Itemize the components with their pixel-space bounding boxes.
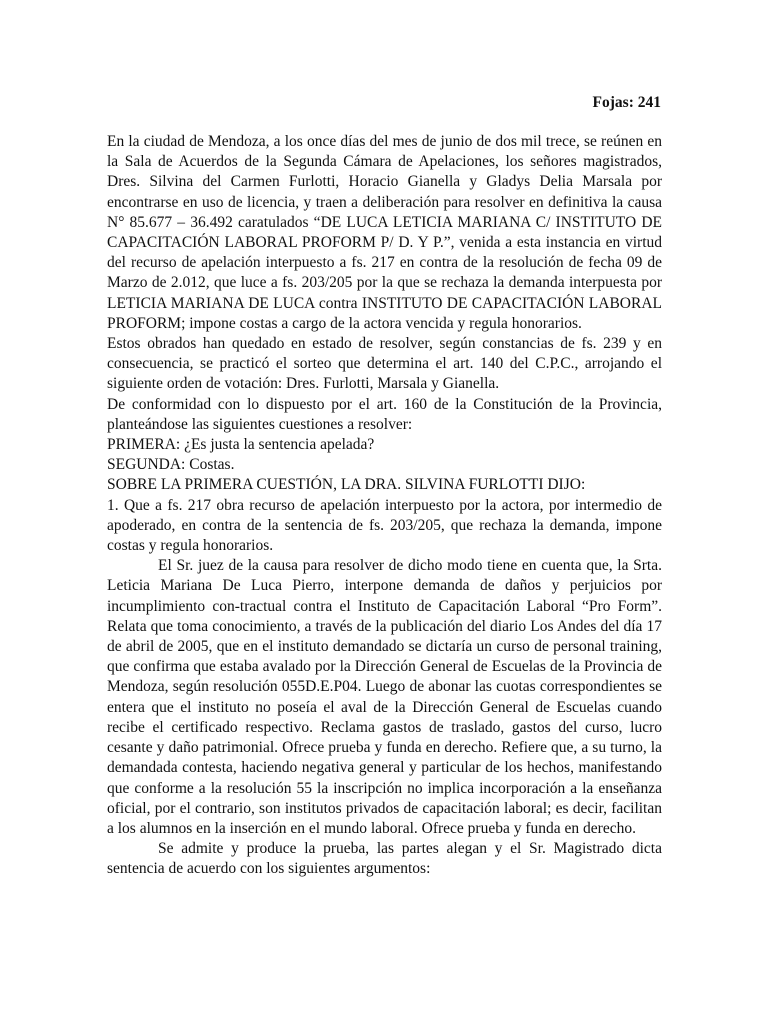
evidence-paragraph: Se admite y produce la prueba, las partes alegan y el Sr. Magistrado dicta sentencia de acuerdo con los siguientes argumentos: (107, 840, 662, 878)
constitution-paragraph: De conformidad con lo dispuesto por el art. 160 de la Constitución de la Provincia, planteándose las siguientes cuestiones a resolver: (107, 395, 662, 433)
point-one-paragraph: 1. Que a fs. 217 obra recurso de apelación interpuesto por la actora, por intermedio de apoderado, en contra de la sentencia de fs. 203/205, que rechaza la demanda, impone costas y regula honorarios. (107, 496, 662, 555)
section-heading: SOBRE LA PRIMERA CUESTIÓN, LA DRA. SILVINA FURLOTTI DIJO: (107, 476, 586, 494)
status-paragraph: Estos obrados han quedado en estado de resolver, según constancias de fs. 239 y en consecuencia, se practicó el sorteo que determina el art. 140 del C.P.C., arrojando el siguiente orden de votación: Dres. Furlotti, Marsala y Gianella. (107, 335, 662, 393)
intro-paragraph: En la ciudad de Mendoza, a los once días del mes de junio de dos mil trece, se reúnen en la Sala de Acuerdos de la Segunda Cámara de Apelaciones, los señores magistrados, Dres. Silvina del Carmen Furlotti, Horacio Gianella y Gladys Delia Marsala por encontrarse en uso de licencia, y traen a deliberación para resolver en definitiva la causa N° 85.677 – 36.492 caratulados “DE LUCA LETICIA MARIANA C/ INSTITUTO DE CAPACITACIÓN LABORAL PROFORM P/ D. Y P.”, venida a esta instancia en virtud del recurso de apelación interpuesto a fs. 217 en contra de la resolución de fecha 09 de Marzo de 2.012, que luce a fs. 203/205 por la que se rechaza la demanda interpuesta por LETICIA MARIANA DE LUCA contra INSTITUTO DE CAPACITACIÓN LABORAL PROFORM; impone costas a cargo de la actora vencida y regula honorarios. (107, 133, 662, 332)
judge-summary-paragraph: El Sr. juez de la causa para resolver de dicho modo tiene en cuenta que, la Srta. Leticia Mariana De Luca Pierro, interpone demanda de daños y perjuicios por incumplimiento con-tractual contra el Instituto de Capacitación Laboral “Pro Form”. Relata que toma conocimiento, a través de la publicación del diario Los Andes del día 17 de abril de 2005, que en el instituto demandado se dictaría un curso de personal training, que confirma que estaba avalado por la Dirección General de Escuelas de la Provincia de Mendoza, según resolución 055D.E.P04. Luego de abonar las cuotas correspondientes se entera que el instituto no poseía el aval de la Dirección General de Escuelas cuando recibe el certificado respectivo. Reclama gastos de traslado, gastos del curso, lucro cesante y daño patrimonial. Ofrece prueba y funda en derecho. Refiere que, a su turno, la demandada contesta, haciendo negativa general y particular de los hechos, manifestando que conforme a la resolución 55 la inscripción no implica incorporación a la enseñanza oficial, por el contrario, son institutos privados de capacitación laboral; es decir, facilitan a los alumnos en la inserción en el mundo laboral. Ofrece prueba y funda en derecho. (107, 557, 662, 837)
document-body (107, 132, 662, 880)
question-second: SEGUNDA: Costas. (107, 456, 235, 474)
question-first: PRIMERA: ¿Es justa la sentencia apelada? (107, 436, 375, 454)
folio-number: Fojas: 241 (592, 94, 661, 111)
